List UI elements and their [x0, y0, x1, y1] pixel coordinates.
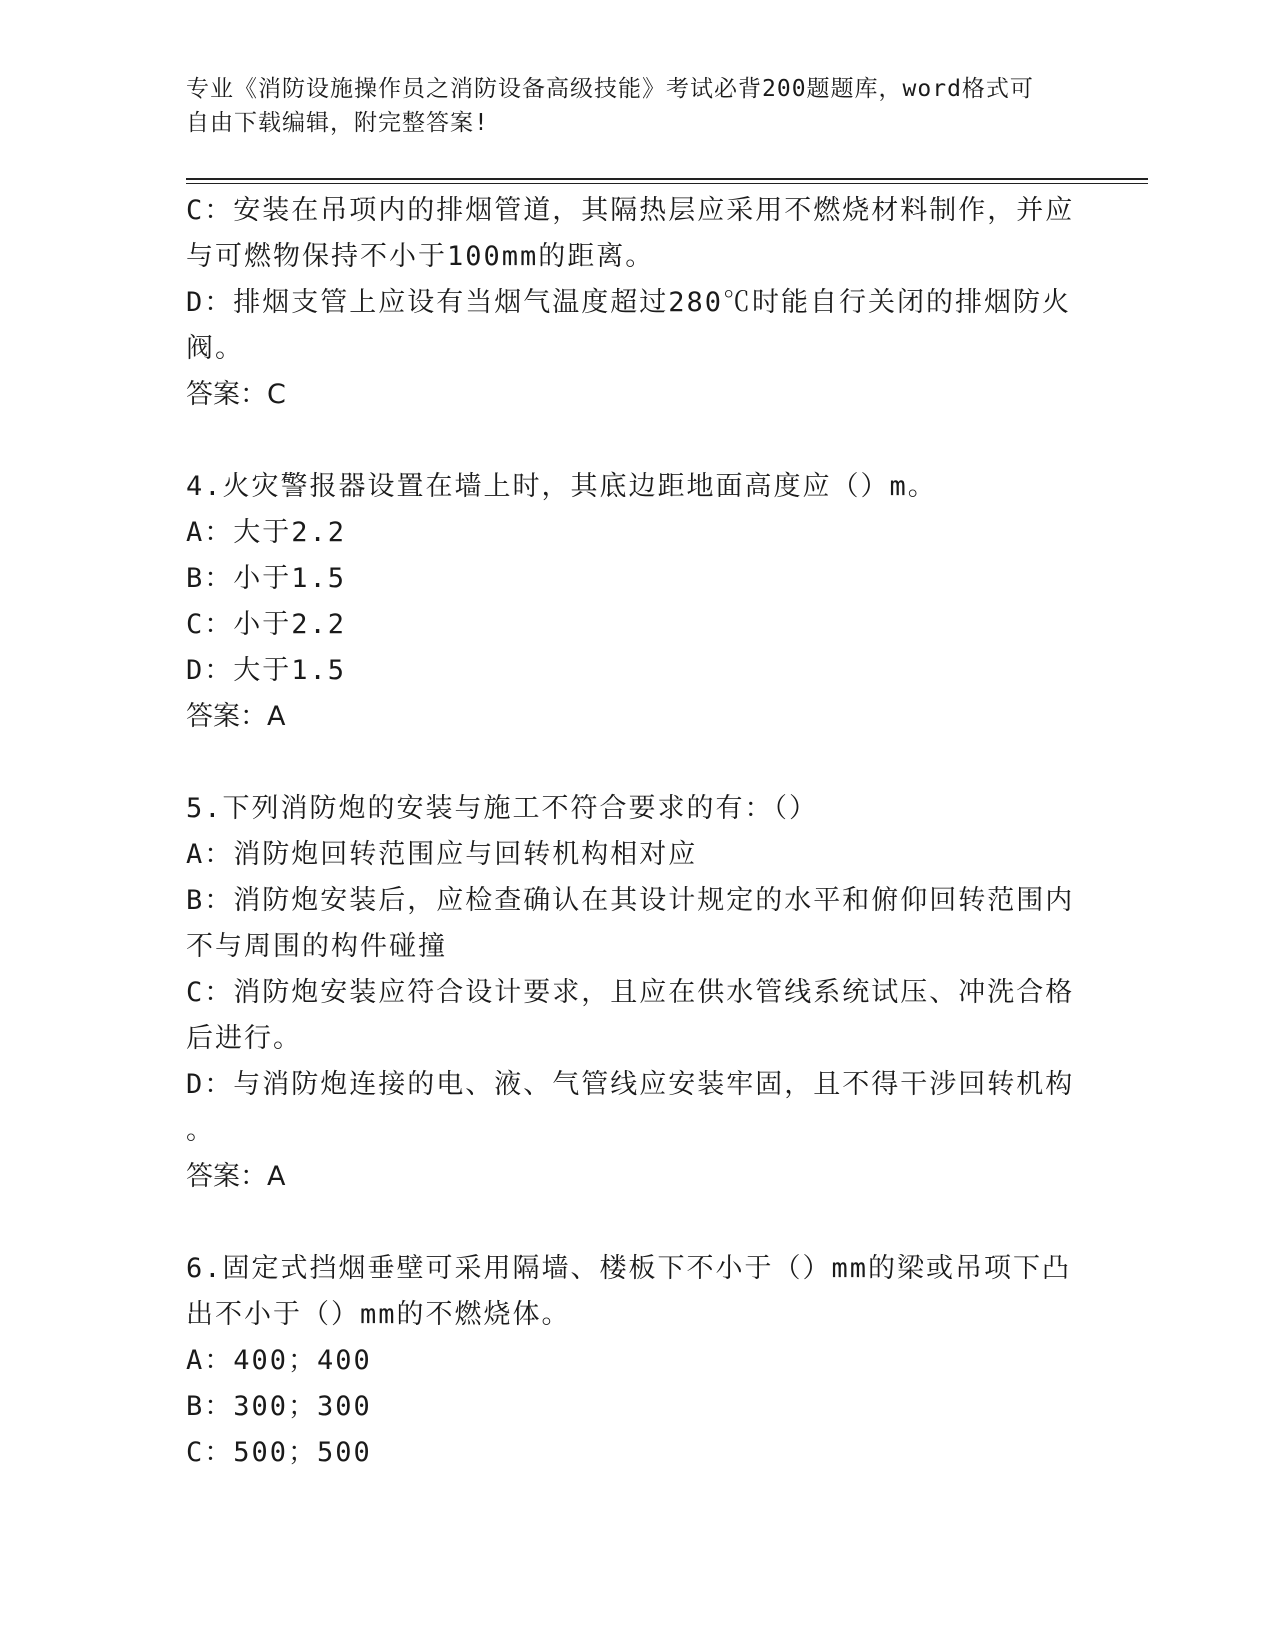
header-line-2: 自由下载编辑，附完整答案! — [186, 110, 489, 136]
option-a: A：400；400 — [186, 1345, 372, 1376]
option-b-line-2: 不与周围的构件碰撞 — [186, 931, 447, 962]
option-a: A：消防炮回转范围应与回转机构相对应 — [186, 839, 698, 870]
question-6 — [186, 1246, 1086, 1476]
header-line-1: 专业《消防设施操作员之消防设备高级技能》考试必背200题题库，word格式可 — [186, 76, 1034, 102]
option-d-line-1: D：排烟支管上应设有当烟气温度超过280℃时能自行关闭的排烟防火 — [186, 287, 1072, 318]
option-c-line-1: C：消防炮安装应符合设计要求，且应在供水管线系统试压、冲洗合格 — [186, 977, 1075, 1008]
option-b: B：小于1.5 — [186, 563, 347, 594]
option-c-line-1: C：安装在吊项内的排烟管道，其隔热层应采用不燃烧材料制作，并应 — [186, 195, 1075, 226]
question-title-line-2: 出不小于（）mm的不燃烧体。 — [186, 1299, 571, 1330]
option-b: B：300；300 — [186, 1391, 372, 1422]
option-b-line-1: B：消防炮安装后，应检查确认在其设计规定的水平和俯仰回转范围内 — [186, 885, 1075, 916]
option-c-line-2: 与可燃物保持不小于100mm的距离。 — [186, 241, 655, 272]
answer: 答案：C — [186, 379, 286, 410]
question-5 — [186, 786, 1086, 1200]
question-title: 4.火灾警报器设置在墙上时，其底边距地面高度应（）m。 — [186, 471, 937, 502]
answer: 答案：A — [186, 701, 286, 732]
question-title: 5.下列消防炮的安装与施工不符合要求的有：（） — [186, 793, 819, 824]
option-c: C：500；500 — [186, 1437, 372, 1468]
option-d-line-1: D：与消防炮连接的电、液、气管线应安装牢固，且不得干涉回转机构 — [186, 1069, 1075, 1100]
option-d-line-2: 阀。 — [186, 333, 244, 364]
document-header — [186, 72, 1066, 140]
question-title-line-1: 6.固定式挡烟垂壁可采用隔墙、楼板下不小于（）mm的梁或吊项下凸 — [186, 1253, 1072, 1284]
option-c-line-2: 后进行。 — [186, 1023, 302, 1054]
option-c: C：小于2.2 — [186, 609, 347, 640]
option-d-line-2: 。 — [186, 1115, 215, 1146]
option-d: D：大于1.5 — [186, 655, 347, 686]
header-rule-thick — [186, 178, 1148, 180]
question-4 — [186, 464, 1086, 740]
question-3-tail — [186, 188, 1086, 418]
option-a: A：大于2.2 — [186, 517, 347, 548]
answer: 答案：A — [186, 1161, 286, 1192]
header-rule-thin — [186, 183, 1148, 184]
document-body — [186, 188, 1086, 1476]
